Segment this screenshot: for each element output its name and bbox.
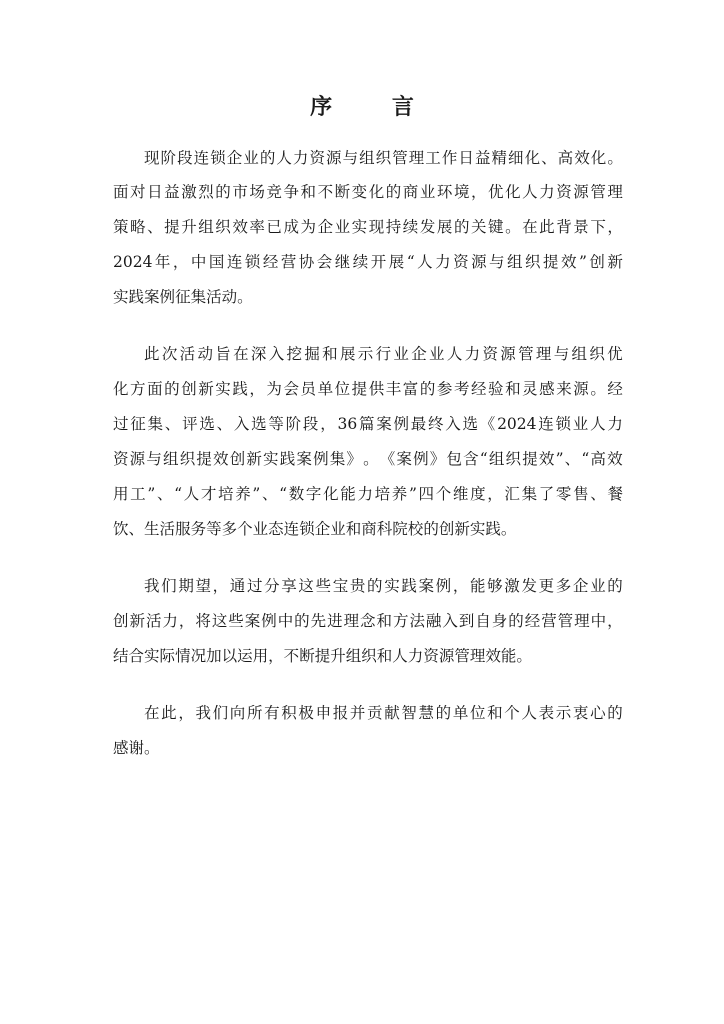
text-line: 现 阶 段 连 锁 企 业 的 人 力 资 源 与 组 织 管 理 工 作 日 益 精 细 化 、 高 效 化 。 bbox=[144, 149, 623, 167]
text-line: 用 工 ” 、 “ 人 才 培 养 ” 、 “ 数 字 化 能 力 培 养 ” 四 个 维 度 ， 汇 集 了 零 售 、 餐 bbox=[113, 485, 623, 503]
text-line: 化 方 面 的 创 新 实 践 ， 为 会 员 单 位 提 供 丰 富 的 参 考 经 验 和 灵 感 来 源 。 经 bbox=[113, 380, 623, 398]
text-line: 过 征 集 、 评 选 、 入 选 等 阶 段 ， 36 篇 案 例 最 终 入 选 《 2024 连 锁 业 人 力 bbox=[113, 415, 623, 433]
text-line: 结 合 实 际 情 况 加 以 运 用 ， 不 断 提 升 组 织 和 人 力 资 源 管 理 效 能 。 bbox=[113, 647, 532, 665]
text-line: 资 源 与 组 织 提 效 创 新 实 践 案 例 集 》 。 《 案 例 》 包 含 “ 组 织 提 效 ” 、 “ 高 效 bbox=[113, 450, 623, 468]
text-line: 感 谢 。 bbox=[113, 739, 160, 757]
page-title: 序 言 bbox=[310, 94, 440, 120]
text-line: 面 对 日 益 激 烈 的 市 场 竞 争 和 不 断 变 化 的 商 业 环 境 ， 优 化 人 力 资 源 管 理 bbox=[113, 183, 623, 201]
text-line: 实 践 案 例 征 集 活 动 。 bbox=[113, 288, 253, 306]
text-line: 我 们 期 望 ， 通 过 分 享 这 些 宝 贵 的 实 践 案 例 ， 能 够 激 发 更 多 企 业 的 bbox=[144, 577, 623, 595]
text-line: 2024 年 ， 中 国 连 锁 经 营 协 会 继 续 开 展 “ 人 力 资 源 与 组 织 提 效 ” 创 新 bbox=[113, 253, 623, 271]
text-line: 饮 、 生 活 服 务 等 多 个 业 态 连 锁 企 业 和 商 科 院 校 的 创 新 实 践 。 bbox=[113, 520, 517, 538]
text-line: 此 次 活 动 旨 在 深 入 挖 掘 和 展 示 行 业 企 业 人 力 资 源 管 理 与 组 织 优 bbox=[144, 345, 623, 363]
text-line: 策 略 、 提 升 组 织 效 率 已 成 为 企 业 实 现 持 续 发 展 的 关 键 。 在 此 背 景 下 ， bbox=[113, 218, 623, 236]
text-line: 创 新 活 力 ， 将 这 些 案 例 中 的 先 进 理 念 和 方 法 融 入 到 自 身 的 经 营 管 理 中 ， bbox=[113, 612, 623, 630]
text-line: 在 此 ， 我 们 向 所 有 积 极 申 报 并 贡 献 智 慧 的 单 位 和 个 人 表 示 衷 心 的 bbox=[144, 704, 623, 722]
